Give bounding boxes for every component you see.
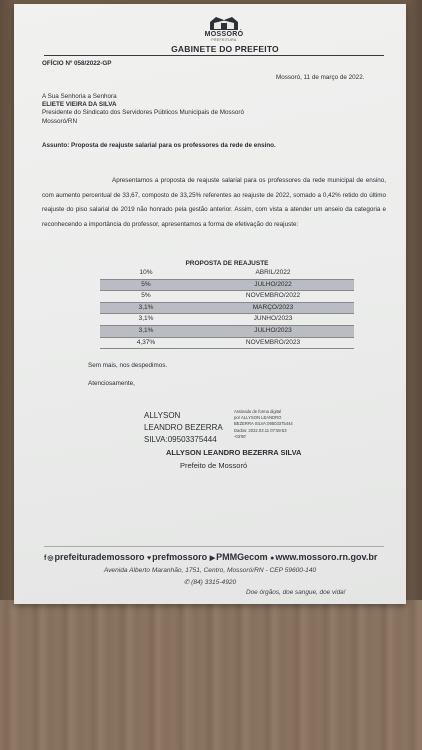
- phone-number: (84) 3315-4920: [191, 579, 237, 586]
- letter-body: Apresentamos a proposta de reajuste salarial para os professores da rede municipal de ensino, com aumento percentual de 33,67, composto de 33,25% referentes ao reajuste de 2022, somado a 0,42% retido do último reajuste do piso salarial de 2019 não honrado pela gestão anterior. Assim, com vista a atender um anseio da categoria e reconhecendo a importância do professor, apresentamos a forma de efetivação do reajuste:: [42, 177, 386, 228]
- footer-social-links: [44, 552, 404, 562]
- table-cell-percent: 3,1%: [138, 326, 154, 334]
- department-title: GABINETE DO PREFEITO: [171, 44, 279, 54]
- signer-name: ALLYSON LEANDRO BEZERRA SILVA: [166, 448, 302, 457]
- adjustment-table: [100, 259, 354, 349]
- table-cell-date: NOVEMBRO/2022: [245, 292, 301, 300]
- city-crest-icon: [204, 14, 244, 32]
- table-row: [100, 314, 354, 326]
- subject-label: Assunto:: [42, 142, 70, 149]
- signature-line-3: SILVA:09503375444: [144, 435, 217, 444]
- table-cell-date: ABRIL/2022: [255, 269, 291, 276]
- facebook-icon: f: [44, 555, 47, 562]
- table-cell-percent: 5%: [141, 292, 151, 300]
- letter-date: Mossoró, 11 de março de 2022.: [276, 74, 365, 81]
- footer-phone: [14, 578, 406, 586]
- recipient-salutation: A Sua Senhoria a Senhora: [42, 93, 117, 100]
- phone-icon: ✆: [183, 579, 192, 586]
- recipient-name: ELIETE VIEIRA DA SILVA: [42, 101, 117, 108]
- footer-slogan: Doe órgãos, doe sangue, doe vida!: [246, 589, 346, 596]
- youtube-icon: ▶: [209, 555, 216, 562]
- stamp-line-5: -03'00': [234, 433, 247, 439]
- letter-subject: [42, 142, 276, 149]
- letter-reference: OFÍCIO Nº 058/2022-GP: [42, 60, 112, 67]
- brand-name: MOSSORÓ: [204, 31, 244, 38]
- table-cell-percent: 10%: [139, 269, 153, 276]
- twitter-icon: ♥: [147, 555, 152, 562]
- regards-line: Atenciosamente,: [88, 380, 135, 387]
- header-divider: [44, 55, 384, 56]
- brand-subtitle: PREFEITURA: [211, 38, 237, 42]
- digital-signature-name: [144, 410, 234, 446]
- table-cell-date: JULHO/2022: [254, 280, 292, 288]
- table-cell-date: MARÇO/2023: [252, 303, 294, 311]
- table-row: [100, 303, 354, 315]
- instagram-icon: ◎: [47, 555, 54, 562]
- closing-line: Sem mais, nos despedimos.: [88, 362, 168, 369]
- table-row: [100, 268, 354, 280]
- background-surface-right: [406, 0, 422, 600]
- subject-text: Proposta de reajuste salarial para os professores da rede de ensino.: [71, 142, 276, 149]
- table-title: PROPOSTA DE REAJUSTE: [185, 260, 269, 267]
- table-cell-percent: 5%: [141, 280, 151, 288]
- table-cell-percent: 4,37%: [136, 338, 156, 346]
- table-cell-percent: 3,1%: [138, 303, 154, 311]
- recipient-role: Presidente do Sindicato dos Servidores Públicos Municipais de Mossoró: [42, 109, 244, 116]
- table-row: [100, 291, 354, 303]
- recipient-city: Mossoró/RN: [42, 118, 77, 125]
- table-cell-date: NOVEMBRO/2023: [245, 338, 301, 346]
- stamp-line-2: por ALLYSON LEANDRO: [234, 415, 282, 421]
- stamp-line-4: Dados: 2022.03.11 07:59:53: [234, 427, 287, 433]
- signature-line-2: LEANDRO BEZERRA: [144, 423, 223, 432]
- digital-signature-stamp: [234, 409, 302, 440]
- background-surface-left: [0, 0, 14, 600]
- table-cell-percent: 3,1%: [138, 315, 154, 323]
- social-handle-3: PMMGecom: [216, 552, 268, 562]
- social-handle-1: prefeiturademossoro: [54, 552, 145, 562]
- stamp-line-3: BEZERRA SILVA:09503375444: [234, 421, 293, 427]
- document-page: [14, 4, 406, 604]
- table-cell-date: JUNHO/2023: [253, 315, 293, 323]
- social-handle-2: prefmossoro: [152, 552, 208, 562]
- table-row: [100, 338, 354, 350]
- wooden-table: [0, 600, 422, 750]
- signer-title: Prefeito de Mossoró: [180, 461, 248, 470]
- footer-address: Avenida Alberto Maranhão, 1751, Centro, Mossoró/RN - CEP 59600-140: [103, 567, 317, 574]
- website: www.mossoro.rn.gov.br: [275, 552, 378, 562]
- stamp-line-1: Assinado de forma digital: [234, 409, 282, 414]
- table-row: [100, 326, 354, 338]
- table-cell-date: JULHO/2023: [254, 326, 292, 334]
- footer-divider: [44, 546, 384, 547]
- globe-icon: ●: [270, 555, 275, 562]
- signature-line-1: ALLYSON: [144, 411, 181, 420]
- table-row: [100, 280, 354, 292]
